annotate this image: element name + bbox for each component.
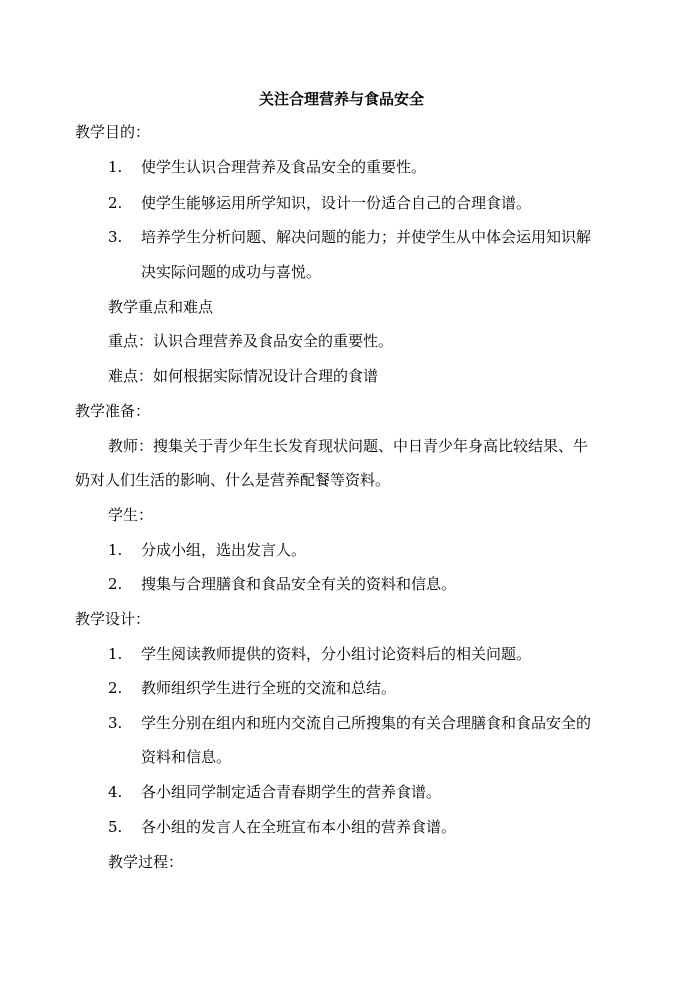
list-number: 2.	[108, 679, 123, 697]
list-item: 各小组的发言人在全班宣布本小组的营养食谱。	[141, 818, 457, 836]
list-number: 1.	[108, 158, 123, 176]
list-number: 2.	[108, 194, 123, 212]
list-number: 3.	[108, 714, 123, 732]
section-heading-preparation: 教学准备：	[75, 402, 151, 420]
page-title: 关注合理营养与食品安全	[259, 90, 425, 108]
list-number: 1.	[108, 541, 123, 559]
list-item: 分成小组，选出发言人。	[141, 541, 307, 559]
key-point-text: 重点：认识合理营养及食品安全的重要性。	[108, 332, 394, 350]
section-heading-key-points: 教学重点和难点	[108, 298, 214, 316]
list-number: 1.	[108, 645, 123, 663]
list-item: 搜集与合理膳食和食品安全有关的资料和信息。	[141, 575, 457, 593]
list-item: 学生阅读教师提供的资料，分小组讨论资料后的相关问题。	[141, 645, 532, 663]
list-item-continuation: 资料和信息。	[141, 748, 232, 766]
list-item-continuation: 决实际问题的成功与喜悦。	[141, 263, 322, 281]
list-number: 2.	[108, 575, 123, 593]
student-preparation-label: 学生：	[108, 506, 154, 524]
section-heading-objectives: 教学目的：	[75, 123, 151, 141]
teacher-preparation: 教师：搜集关于青少年生长发育现状问题、中日青少年身高比较结果、牛	[108, 437, 589, 455]
list-item: 各小组同学制定适合青春期学生的营养食谱。	[141, 783, 442, 801]
difficulty-text: 难点：如何根据实际情况设计合理的食谱	[108, 367, 379, 385]
list-item: 使学生认识合理营养及食品安全的重要性。	[141, 158, 427, 176]
list-item: 使学生能够运用所学知识，设计一份适合自己的合理食谱。	[141, 194, 532, 212]
list-number: 4.	[108, 783, 123, 801]
section-heading-design: 教学设计：	[75, 610, 151, 628]
list-number: 5.	[108, 818, 123, 836]
list-item: 培养学生分析问题、解决问题的能力；并使学生从中体会运用知识解	[141, 228, 592, 246]
list-item: 教师组织学生进行全班的交流和总结。	[141, 679, 397, 697]
section-heading-process: 教学过程：	[108, 853, 184, 871]
list-number: 3.	[108, 228, 123, 246]
teacher-preparation-continuation: 奶对人们生活的影响、什么是营养配餐等资料。	[75, 471, 391, 489]
list-item: 学生分别在组内和班内交流自己所搜集的有关合理膳食和食品安全的	[141, 714, 592, 732]
